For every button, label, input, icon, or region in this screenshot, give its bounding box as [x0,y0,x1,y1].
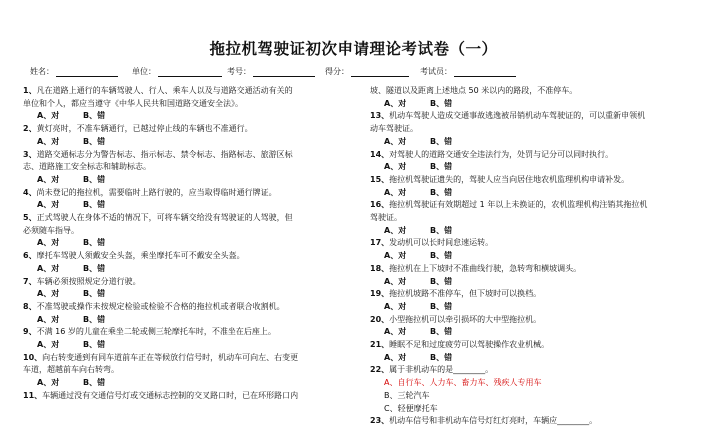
question-number: 11、 [23,390,43,400]
question-text-continued: 动车驾驶证。 [370,124,418,134]
unit-blank [158,67,222,77]
answer-options [23,199,353,212]
option-false: B、错 [430,251,453,261]
option-true: A、对 [37,263,60,273]
question-item [370,314,700,339]
question-line [23,187,353,200]
question-number: 23、 [370,416,390,426]
question-number: 20、 [370,314,390,324]
question-text: 拖拉机驾驶证遗失的，驾驶人应当向居住地农机监理机构申请补发。 [389,174,630,184]
question-text: 属于非机动车的是________。 [389,365,494,375]
question-text-continued: 志、道路施工安全标志和辅助标志。 [23,162,151,172]
question-text: 不满 16 岁的儿童在乘坐二轮或侧三轮摩托车时，不准坐在后座上。 [36,327,276,337]
question-line [370,339,700,352]
question-line [23,212,353,225]
question-text: 尚未登记的拖拉机，需要临时上路行驶的，应当取得临时通行牌证。 [36,187,277,197]
option-true: A、对 [37,136,60,146]
question-text: 摩托车驾驶人须戴安全头盔，乘坐摩托车可不戴安全头盔。 [36,251,245,261]
exam-no-label: 考号： [227,67,251,76]
question-line [23,276,353,289]
question-item [23,390,353,403]
option-true: A、对 [384,187,407,197]
question-text: 对驾驶人的道路交通安全违法行为，处罚与记分可以同时执行。 [389,149,614,159]
option-true: A、对 [384,327,407,337]
option-b: B、三轮汽车 [384,390,430,400]
question-number: 1、 [23,86,37,95]
question-text-continued: 驾驶证。 [370,213,402,223]
question-text: 睡眠不足和过度疲劳可以驾驶操作农业机械。 [389,340,550,350]
exam-title: 拖拉机驾驶证初次申请理论考试卷（一） [209,40,498,58]
question-item [23,326,353,351]
option-true: A、对 [384,136,407,146]
question-item [370,339,700,364]
option-true: A、对 [37,314,60,324]
question-line [23,85,353,98]
question-item [23,352,353,390]
question-line [23,149,353,162]
question-number: 18、 [370,263,390,273]
question-item [23,123,353,148]
option-false: B、错 [83,314,106,324]
question-line [23,250,353,263]
question-item [370,263,700,288]
answer-options [23,377,353,390]
info-fields [30,66,700,78]
question-text: 拖拉机在上下坡时不准曲线行驶，急转弯和横坡调头。 [389,263,582,273]
examiner-field [420,66,516,77]
question-item [23,85,353,123]
question-number: 5、 [23,213,37,223]
question-line [23,301,353,314]
answer-options [370,326,700,339]
answer-options [370,250,700,263]
question-number: 13、 [370,111,390,121]
question-number: 9、 [23,327,37,337]
option-false: B、错 [83,200,106,210]
question-22 [370,364,700,415]
option-true: A、对 [37,238,60,248]
option-false: B、错 [430,136,453,146]
question-item [23,250,353,275]
question-line [370,199,700,212]
question-item [23,149,353,187]
question-text: 道路交通标志分为警告标志、指示标志、禁令标志、指路标志、旅游区标 [36,149,293,159]
question-item [370,199,700,237]
option-false: B、错 [430,276,453,286]
question-item [23,212,353,250]
option-true: A、对 [384,162,407,172]
option-false: B、错 [83,136,106,146]
option-c: C、轻便摩托车 [384,403,438,413]
option-true: A、对 [384,352,407,362]
score-field [325,66,409,77]
question-text: 小型拖拉机可以牵引损坏的大中型拖拉机。 [389,314,542,324]
option-false: B、错 [83,340,106,350]
question-item [370,110,700,148]
answer-options [370,161,700,174]
answer-options [370,276,700,289]
question-number: 15、 [370,174,390,184]
question-line [23,123,353,136]
question-item [370,149,700,174]
question-text: 发动机可以长时间怠速运转。 [389,238,494,248]
question-text: 坡、隧道以及距离上述地点 50 米以内的路段，不准停车。 [370,86,578,95]
option-false: B、错 [430,98,453,108]
option-false: B、错 [83,289,106,299]
name-blank [56,67,118,77]
question-number: 16、 [370,200,390,210]
option-true: A、对 [37,289,60,299]
question-text: 拖拉机坡路不准停车，但下坡时可以换档。 [389,289,542,299]
question-text: 凡在道路上通行的车辆驾驶人、行人、乘车人以及与道路交通活动有关的 [36,86,293,95]
answer-options [370,225,700,238]
option-false: B、错 [430,301,453,311]
score-label: 得分： [325,67,349,76]
answer-options [370,187,700,200]
option-false: B、错 [430,225,453,235]
question-number: 6、 [23,251,37,261]
question-line [370,263,700,276]
exam-no-blank [253,67,315,77]
question-text-continued: 车道，超越前车向右转弯。 [23,365,119,375]
question-text: 拖拉机驾驶证有效期超过 1 年以上未换证的，农机监理机构注销其拖拉机 [389,200,648,210]
question-line [370,288,700,301]
question-line [23,352,353,365]
option-true: A、对 [384,301,407,311]
question-text: 黄灯亮时，不准车辆通行，已越过停止线的车辆也不准通行。 [36,124,253,134]
option-false: B、错 [430,352,453,362]
option-false: B、错 [83,263,106,273]
question-text: 不准驾驶或操作未按规定检验或检验不合格的拖拉机或者联合收割机。 [36,301,285,311]
left-column [23,85,353,403]
question-text-continued: 单位和个人，都应当遵守《中华人民共和国道路交通安全法》。 [23,98,243,108]
unit-field [132,66,222,77]
option-false: B、错 [430,327,453,337]
question-text: 正式驾驶人在身体不适的情况下，可将车辆交给没有驾驶证的人驾驶，但 [36,213,293,223]
answer-options [23,110,353,123]
option-false: B、错 [83,238,106,248]
question-text: 车辆必须按照规定分道行驶。 [36,276,141,286]
option-true: A、对 [384,225,407,235]
question-number: 10、 [23,352,43,362]
question-item [23,301,353,326]
question-text: 机动车信号和非机动车信号灯红灯亮时，车辆应________。 [389,416,598,426]
right-question-list [370,85,700,364]
question-line [370,149,700,162]
question-23 [370,415,700,428]
answer-options [370,301,700,314]
name-label: 姓名： [30,67,54,76]
answer-options [370,98,700,111]
question-text: 车辆通过没有交通信号灯或交通标志控制的交叉路口时，已在环形路口内 [42,390,299,400]
question-number: 3、 [23,149,37,159]
option-true: A、对 [384,251,407,261]
question-line [370,237,700,250]
question-number: 14、 [370,149,390,159]
question-line [370,110,700,123]
question-item [23,276,353,301]
score-blank [351,67,409,77]
question-item [370,237,700,262]
question-number: 2、 [23,124,37,134]
question-text-continued: 必须随车指导。 [23,225,79,235]
answer-options [370,352,700,365]
unit-label: 单位： [132,67,156,76]
question-text: 向右转变通到有同车道前车正在等候放行信号时，机动车可向左、右变更 [42,352,299,362]
question-number: 4、 [23,187,37,197]
option-true: A、对 [37,174,60,184]
option-a-answer: A、自行车、人力车、畜力车、残疾人专用车 [384,378,542,388]
answer-options [23,136,353,149]
question-text: 机动车驾驶人造成交通事故逃逸被吊销机动车驾驶证的，可以重新申领机 [389,111,646,121]
question-line [370,174,700,187]
question-number: 7、 [23,276,37,286]
answer-options [23,263,353,276]
question-number: 19、 [370,289,390,299]
option-true: A、对 [384,98,407,108]
option-false: B、错 [430,187,453,197]
option-true: A、对 [37,111,60,121]
option-false: B、错 [83,378,106,388]
examiner-label: 考试员： [420,67,452,76]
answer-options [23,237,353,250]
option-true: A、对 [37,340,60,350]
answer-options [370,136,700,149]
question-line [23,390,353,403]
option-true: A、对 [37,200,60,210]
answer-options [23,339,353,352]
exam-no-field [227,66,315,77]
question-item [370,85,700,110]
answer-options [23,288,353,301]
right-column [370,85,700,428]
name-field [30,66,118,77]
option-true: A、对 [37,378,60,388]
examiner-blank [454,67,516,77]
answer-options [23,314,353,327]
question-line [370,85,700,98]
question-number: 8、 [23,301,37,311]
question-number: 22、 [370,365,390,375]
option-false: B、错 [430,162,453,172]
question-item [23,187,353,212]
question-item [370,174,700,199]
answer-options [23,174,353,187]
question-line [23,326,353,339]
question-number: 21、 [370,340,390,350]
question-line [370,314,700,327]
option-true: A、对 [384,276,407,286]
option-false: B、错 [83,174,106,184]
option-false: B、错 [83,111,106,121]
question-item [370,288,700,313]
question-number: 17、 [370,238,390,248]
